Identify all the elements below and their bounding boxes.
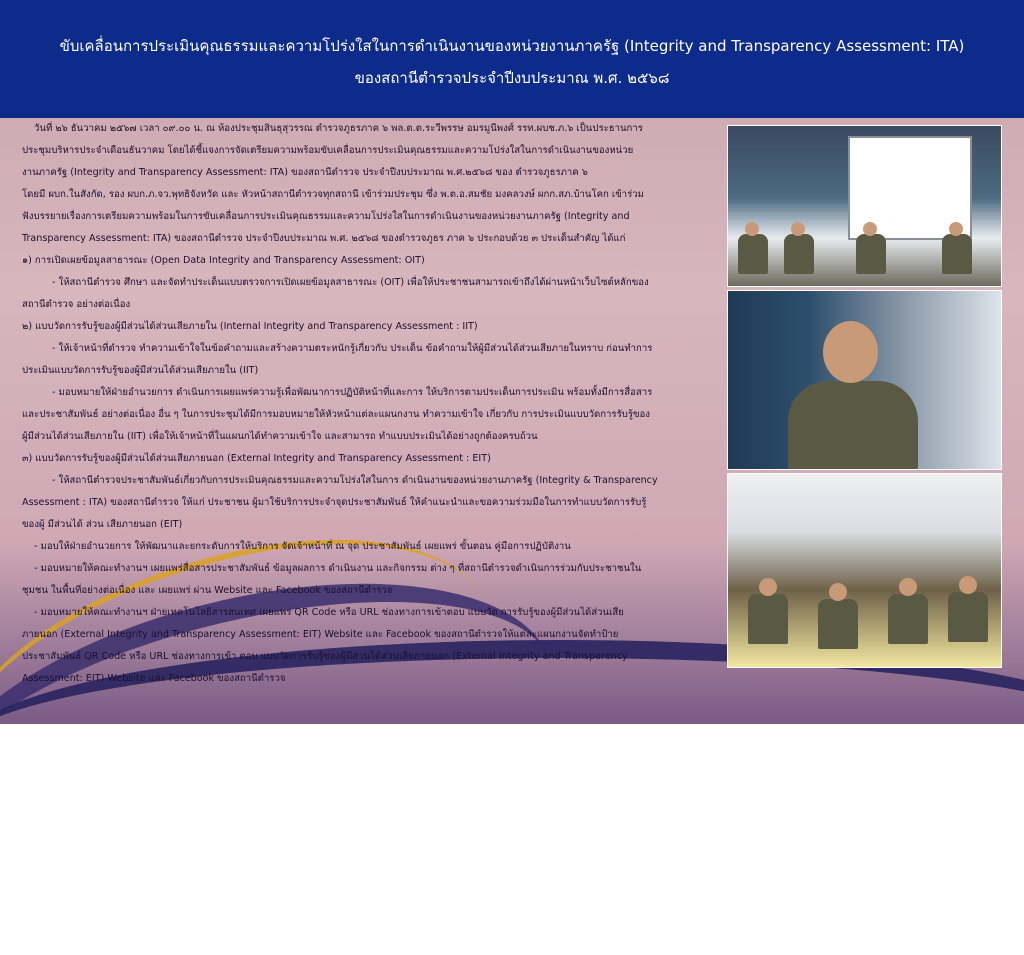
body-line: - ให้เจ้าหน้าที่ตำรวจ ทำความเข้าใจในข้อคำถามและสร้างความตระหนักรู้เกี่ยวกับ ประเด็น ข้อคำถามให้ผู้มีส่วนได้ส่วนเสียภายในทราบ ก่อนทำการ [52,343,653,354]
body-line: โดยมี ผบก.ในสังกัด, รอง ผบก.ภ.จว.พุทธิจังหวัด และ หัวหน้าสถานีตำรวจทุกสถานี เข้าร่วมประชุม ซึ่ง พ.ต.อ.สมชัย มงคลวงษ์ ผกก.สภ.บ้านโคก เข้าร่วม [22,189,645,200]
audience-photo [727,473,1002,668]
chairman-speaking-photo [727,290,1002,470]
body-line: ประชาสัมพันธ์ QR Code หรือ URL ช่องทางการเข้า ตอบ แบบวัดการรับรู้ของผู้มีส่วนได้ส่วนเสียภายนอก (External Integrity and Transparency [22,651,628,662]
body-line: ของผู้ มีส่วนได้ ส่วน เสียภายนอก (EIT) [22,519,183,530]
body-line: - มอบหมายให้คณะทำงานฯ เผยแพร่สื่อสารประชาสัมพันธ์ ข้อมูลผลการ ดำเนินงาน และกิจกรรม ต่าง ๆ ที่สถานีตำรวจดำเนินการร่วมกับประชาชนใน [34,563,642,574]
body-line: - ให้สถานีตำรวจ ศึกษา และจัดทำประเด็นแบบตรวจการเปิดเผยข้อมูลสาธารณะ (OIT) เพื่อให้ประชาชนสามารถเข้าถึงได้ผ่านหน้าเว็บไซต์หลักของ [52,277,649,288]
body-line: ๓) แบบวัดการรับรู้ของผู้มีส่วนได้ส่วนเสียภายนอก (External Integrity and Transparency Assessment : EIT) [22,453,491,464]
body-line: ชุมชน ในพื้นที่อย่างต่อเนื่อง และ เผยแพร่ ผ่าน Website และ Facebook ของสถานีตำรวจ [22,585,393,596]
title-banner [0,0,1024,118]
meeting-panel-photo [727,125,1002,287]
body-line: ภายนอก (External Integrity and Transparency Assessment: EIT) Website และ Facebook ของสถานีตำรวจให้แต่ละแผนกงานจัดทำป้าย [22,629,619,640]
body-line: สถานีตำรวจ อย่างต่อเนื่อง [22,299,131,310]
title-line-2: ของสถานีตำรวจประจำปีงบประมาณ พ.ศ. ๒๕๖๘ [354,69,670,87]
body-line: ประเมินแบบวัดการรับรู้ของผู้มีส่วนได้ส่วนเสียภายใน (IIT) [22,365,259,376]
body-line: Assessment: EIT) Website และ Facebook ของสถานีตำรวจ [22,673,286,684]
body-line: - มอบหมายให้คณะทำงานฯ ฝ่ายเทคโนโลยีสารสนเทศ เผยแพร่ QR Code หรือ URL ช่องทางการเข้าตอบ แบบวัด การรับรู้ของผู้มีส่วนได้ส่วนเสีย [34,607,624,618]
body-line: ๒) แบบวัดการรับรู้ของผู้มีส่วนได้ส่วนเสียภายใน (Internal Integrity and Transparency Assessment : IIT) [22,321,478,332]
body-line: Transparency Assessment: ITA) ของสถานีตำรวจ ประจำปีงบประมาณ พ.ศ. ๒๕๖๘ ของตำรวจภูธร ภาค ๖ ประกอบด้วย ๓ ประเด็นสำคัญ ได้แก่ [22,233,626,244]
body-line: ๑) การเปิดเผยข้อมูลสาธารณะ (Open Data Integrity and Transparency Assessment: OIT) [22,255,425,266]
title-line-1: ขับเคลื่อนการประเมินคุณธรรมและความโปร่งใสในการดำเนินงานของหน่วยงานภาครัฐ (Integrity and Transparency Assessment: ITA) [59,37,965,55]
body-line: - มอบหมายให้ฝ่ายอำนวยการ ดำเนินการเผยแพร่ความรู้เพื่อพัฒนาการปฏิบัติหน้าที่และการ ให้บริการตามประเด็นการประเมิน พร้อมทั้งมีการสื่อสาร [52,387,653,398]
body-line: ฟังบรรยายเรื่องการเตรียมความพร้อมในการขับเคลื่อนการประเมินคุณธรรมและความโปร่งใสในการดำเนินงานของหน่วยงานภาครัฐ (Integrity and [22,211,630,222]
body-line: และประชาสัมพันธ์ อย่างต่อเนื่อง อื่น ๆ ในการประชุมได้มีการมอบหมายให้หัวหน้าแต่ละแผนกงาน ทำความเข้าใจ เกี่ยวกับ การประเมินแบบวัดการรับรู้ของ [22,409,650,420]
body-line: ประชุมบริหารประจำเดือนธันวาคม โดยได้ชี้แจงการจัดเตรียมความพร้อมขับเคลื่อนการประเมินคุณธรรมและความโปร่งใสในการดำเนินงานของหน่วย [22,145,634,156]
article-body [22,118,686,698]
body-line: - มอบให้ฝ่ายอำนวยการ ให้พัฒนาและยกระดับการให้บริการ จัดเจ้าหน้าที่ ณ จุด ประชาสัมพันธ์ เผยแพร่ ขั้นตอน คู่มือการปฏิบัติงาน [34,541,571,552]
body-line: ผู้มีส่วนได้ส่วนเสียภายใน (IIT) เพื่อให้เจ้าหน้าที่ในแผนกได้ทำความเข้าใจ และสามารถ ทำแบบประเมินได้อย่างถูกต้องครบถ้วน [22,431,538,442]
body-line: งานภาครัฐ (Integrity and Transparency Assessment: ITA) ของสถานีตำรวจ ประจำปีงบประมาณ พ.ศ.๒๕๖๘ ของ ตำรวจภูธรภาค ๖ [22,167,588,178]
body-line: วันที่ ๒๖ ธันวาคม ๒๕๖๗ เวลา ๐๙.๐๐ น. ณ ห้องประชุมสินธุสุวรรณ ตำรวจภูธรภาค ๖ พล.ต.ต.ระวีพรรษ อมรมูนีพงศ์ รรท.ผบช.ภ.๖ เป็นประธานการ [34,123,643,134]
body-line: - ให้สถานีตำรวจประชาสัมพันธ์เกี่ยวกับการประเมินคุณธรรมและความโปร่งใสในการ ดำเนินงานของหน่วยงานภาครัฐ (Integrity & Transparency [52,475,658,486]
body-line: Assessment : ITA) ของสถานีตำรวจ ให้แก่ ประชาชน ผู้มาใช้บริการประจำจุดประชาสัมพันธ์ ให้คำแนะนำและขอความร่วมมือในการทำแบบวัดการรับรู้ [22,497,647,508]
